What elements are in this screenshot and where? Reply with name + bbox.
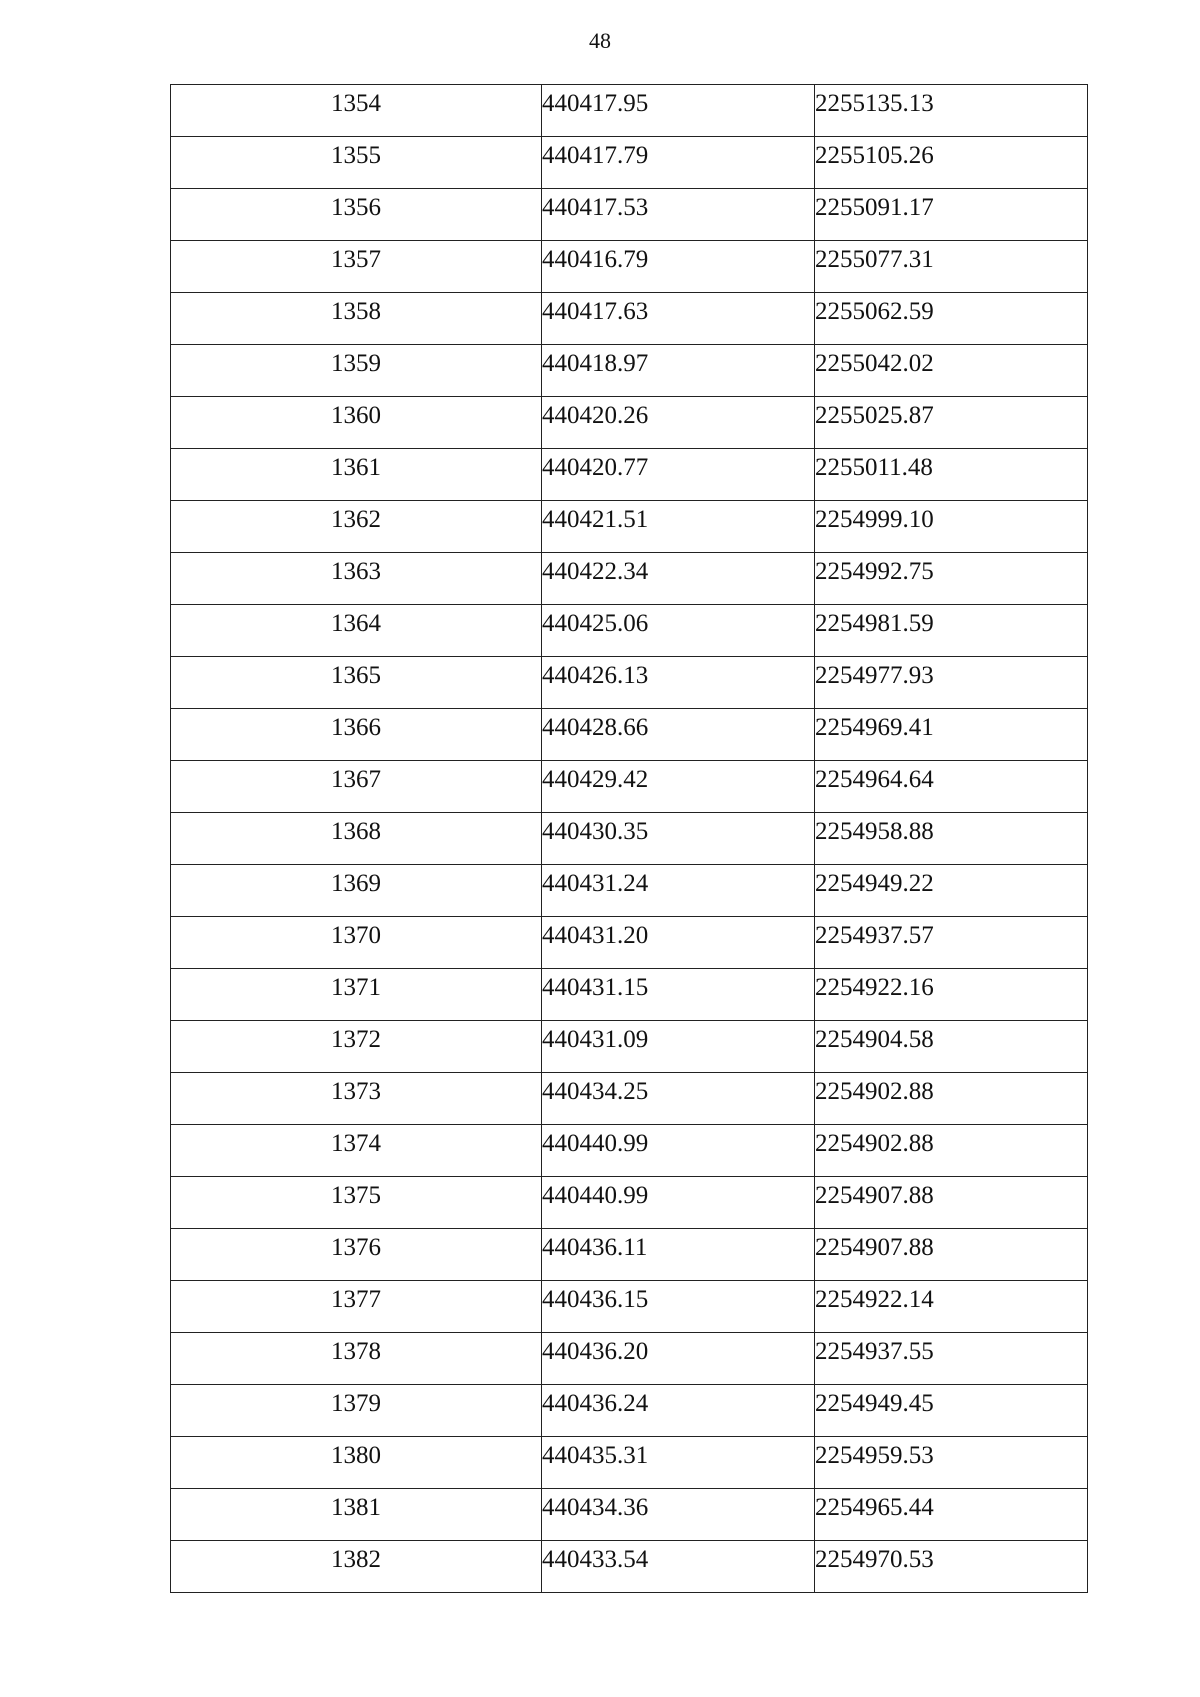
- y-coordinate-cell: 2254958.88: [815, 813, 1088, 865]
- table-row: [171, 1541, 1088, 1593]
- y-coordinate-cell: 2254977.93: [815, 657, 1088, 709]
- x-coordinate-cell: 440436.20: [542, 1333, 815, 1385]
- x-coordinate-cell: 440434.36: [542, 1489, 815, 1541]
- point-id-cell: 1381: [171, 1489, 542, 1541]
- x-coordinate-cell: 440431.24: [542, 865, 815, 917]
- y-coordinate-cell: 2255025.87: [815, 397, 1088, 449]
- table-row: [171, 1177, 1088, 1229]
- x-coordinate-cell: 440422.34: [542, 553, 815, 605]
- point-id-cell: 1368: [171, 813, 542, 865]
- x-coordinate-cell: 440431.15: [542, 969, 815, 1021]
- table-row: [171, 1021, 1088, 1073]
- table-row: [171, 241, 1088, 293]
- y-coordinate-cell: 2254992.75: [815, 553, 1088, 605]
- point-id-cell: 1374: [171, 1125, 542, 1177]
- table-row: [171, 657, 1088, 709]
- x-coordinate-cell: 440425.06: [542, 605, 815, 657]
- x-coordinate-cell: 440430.35: [542, 813, 815, 865]
- x-coordinate-cell: 440420.77: [542, 449, 815, 501]
- x-coordinate-cell: 440435.31: [542, 1437, 815, 1489]
- table-row: [171, 761, 1088, 813]
- y-coordinate-cell: 2254964.64: [815, 761, 1088, 813]
- table-row: [171, 1489, 1088, 1541]
- x-coordinate-cell: 440434.25: [542, 1073, 815, 1125]
- table-row: [171, 917, 1088, 969]
- table-row: [171, 865, 1088, 917]
- x-coordinate-cell: 440416.79: [542, 241, 815, 293]
- table-row: [171, 1385, 1088, 1437]
- x-coordinate-cell: 440436.11: [542, 1229, 815, 1281]
- point-id-cell: 1356: [171, 189, 542, 241]
- page-number: 48: [589, 28, 611, 53]
- point-id-cell: 1365: [171, 657, 542, 709]
- table-row: [171, 1281, 1088, 1333]
- point-id-cell: 1370: [171, 917, 542, 969]
- point-id-cell: 1377: [171, 1281, 542, 1333]
- x-coordinate-cell: 440428.66: [542, 709, 815, 761]
- point-id-cell: 1360: [171, 397, 542, 449]
- table-row: [171, 553, 1088, 605]
- table-row: [171, 1125, 1088, 1177]
- table-row: [171, 345, 1088, 397]
- y-coordinate-cell: 2255135.13: [815, 85, 1088, 137]
- x-coordinate-cell: 440440.99: [542, 1125, 815, 1177]
- x-coordinate-cell: 440431.20: [542, 917, 815, 969]
- y-coordinate-cell: 2254922.14: [815, 1281, 1088, 1333]
- table-row: [171, 605, 1088, 657]
- point-id-cell: 1358: [171, 293, 542, 345]
- point-id-cell: 1378: [171, 1333, 542, 1385]
- table-row: [171, 813, 1088, 865]
- point-id-cell: 1371: [171, 969, 542, 1021]
- y-coordinate-cell: 2255042.02: [815, 345, 1088, 397]
- point-id-cell: 1354: [171, 85, 542, 137]
- point-id-cell: 1362: [171, 501, 542, 553]
- point-id-cell: 1361: [171, 449, 542, 501]
- y-coordinate-cell: 2254902.88: [815, 1073, 1088, 1125]
- point-id-cell: 1357: [171, 241, 542, 293]
- table-row: [171, 137, 1088, 189]
- y-coordinate-cell: 2254965.44: [815, 1489, 1088, 1541]
- x-coordinate-cell: 440431.09: [542, 1021, 815, 1073]
- point-id-cell: 1359: [171, 345, 542, 397]
- y-coordinate-cell: 2254959.53: [815, 1437, 1088, 1489]
- x-coordinate-cell: 440436.15: [542, 1281, 815, 1333]
- y-coordinate-cell: 2254922.16: [815, 969, 1088, 1021]
- point-id-cell: 1373: [171, 1073, 542, 1125]
- y-coordinate-cell: 2254969.41: [815, 709, 1088, 761]
- point-id-cell: 1376: [171, 1229, 542, 1281]
- y-coordinate-cell: 2254949.22: [815, 865, 1088, 917]
- x-coordinate-cell: 440440.99: [542, 1177, 815, 1229]
- y-coordinate-cell: 2255062.59: [815, 293, 1088, 345]
- y-coordinate-cell: 2254907.88: [815, 1229, 1088, 1281]
- point-id-cell: 1363: [171, 553, 542, 605]
- table-row: [171, 293, 1088, 345]
- y-coordinate-cell: 2255011.48: [815, 449, 1088, 501]
- table-row: [171, 449, 1088, 501]
- point-id-cell: 1369: [171, 865, 542, 917]
- x-coordinate-cell: 440421.51: [542, 501, 815, 553]
- point-id-cell: 1380: [171, 1437, 542, 1489]
- coordinates-table-body: [171, 85, 1088, 1593]
- y-coordinate-cell: 2254937.57: [815, 917, 1088, 969]
- table-row: [171, 1229, 1088, 1281]
- table-row: [171, 397, 1088, 449]
- table-row: [171, 709, 1088, 761]
- table-row: [171, 189, 1088, 241]
- table-row: [171, 501, 1088, 553]
- y-coordinate-cell: 2254907.88: [815, 1177, 1088, 1229]
- x-coordinate-cell: 440429.42: [542, 761, 815, 813]
- x-coordinate-cell: 440418.97: [542, 345, 815, 397]
- table-row: [171, 1333, 1088, 1385]
- x-coordinate-cell: 440417.95: [542, 85, 815, 137]
- y-coordinate-cell: 2254904.58: [815, 1021, 1088, 1073]
- point-id-cell: 1355: [171, 137, 542, 189]
- point-id-cell: 1375: [171, 1177, 542, 1229]
- point-id-cell: 1364: [171, 605, 542, 657]
- x-coordinate-cell: 440436.24: [542, 1385, 815, 1437]
- x-coordinate-cell: 440417.53: [542, 189, 815, 241]
- table-row: [171, 1073, 1088, 1125]
- point-id-cell: 1366: [171, 709, 542, 761]
- table-row: [171, 85, 1088, 137]
- y-coordinate-cell: 2254949.45: [815, 1385, 1088, 1437]
- y-coordinate-cell: 2254981.59: [815, 605, 1088, 657]
- y-coordinate-cell: 2255077.31: [815, 241, 1088, 293]
- x-coordinate-cell: 440417.63: [542, 293, 815, 345]
- y-coordinate-cell: 2254937.55: [815, 1333, 1088, 1385]
- point-id-cell: 1367: [171, 761, 542, 813]
- x-coordinate-cell: 440433.54: [542, 1541, 815, 1593]
- coordinates-table: [170, 84, 1088, 1593]
- point-id-cell: 1379: [171, 1385, 542, 1437]
- point-id-cell: 1372: [171, 1021, 542, 1073]
- y-coordinate-cell: 2254902.88: [815, 1125, 1088, 1177]
- point-id-cell: 1382: [171, 1541, 542, 1593]
- x-coordinate-cell: 440426.13: [542, 657, 815, 709]
- x-coordinate-cell: 440417.79: [542, 137, 815, 189]
- y-coordinate-cell: 2254970.53: [815, 1541, 1088, 1593]
- y-coordinate-cell: 2255091.17: [815, 189, 1088, 241]
- y-coordinate-cell: 2254999.10: [815, 501, 1088, 553]
- table-row: [171, 969, 1088, 1021]
- y-coordinate-cell: 2255105.26: [815, 137, 1088, 189]
- x-coordinate-cell: 440420.26: [542, 397, 815, 449]
- table-row: [171, 1437, 1088, 1489]
